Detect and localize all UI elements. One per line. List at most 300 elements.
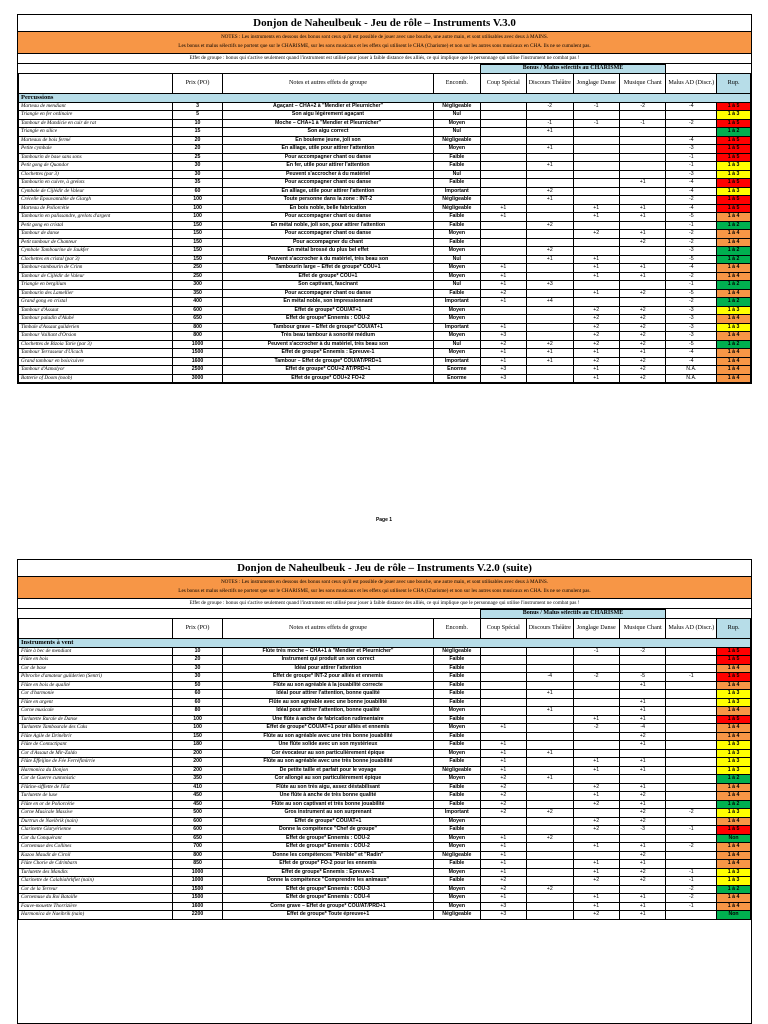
bonus-discours — [527, 136, 573, 145]
encumbrance: Nul — [434, 111, 480, 120]
table-row — [19, 817, 751, 826]
malus-ad — [666, 741, 717, 750]
bonus-jonglage — [573, 153, 619, 162]
bonus-discours: +1 — [527, 196, 573, 205]
bonus-musique — [619, 255, 665, 264]
bonus-jonglage — [573, 238, 619, 247]
price: 60 — [173, 690, 223, 699]
encumbrance: Négligeable — [434, 647, 480, 656]
bonus-coup-special: +2 — [480, 809, 526, 818]
group-effect: Instrument qui produit un son correct — [222, 656, 433, 665]
bonus-musique: +1 — [619, 800, 665, 809]
encumbrance: Moyen — [434, 817, 480, 826]
header-notes: Notes et autres effets de groupe — [222, 73, 433, 93]
table-row — [19, 162, 751, 171]
encumbrance: Faible — [434, 162, 480, 171]
rupture: 1 à 4 — [717, 272, 751, 281]
encumbrance: Moyen — [434, 885, 480, 894]
bonus-jonglage: +2 — [573, 332, 619, 341]
group-effect: En métal noble, joli son, pour attirer l'attention — [222, 221, 433, 230]
encumbrance: Moyen — [434, 775, 480, 784]
bonus-coup-special: +2 — [480, 289, 526, 298]
encumbrance: Nul — [434, 170, 480, 179]
group-effect: Très beau tambour à sonorité médium — [222, 332, 433, 341]
rupture: 1 à 2 — [717, 221, 751, 230]
bonus-coup-special — [480, 707, 526, 716]
malus-ad: -1 — [666, 877, 717, 886]
bonus-jonglage: +1 — [573, 792, 619, 801]
bonus-musique: +1 — [619, 860, 665, 869]
header-name — [19, 618, 173, 638]
bonus-musique: -5 — [619, 673, 665, 682]
table-row — [19, 707, 751, 716]
bonus-coup-special: +1 — [480, 323, 526, 332]
instruments-table — [18, 609, 751, 920]
malus-ad: -2 — [666, 272, 717, 281]
rupture: 1 à 2 — [717, 128, 751, 137]
group-effect: Idéal pour attirer l'attention, bonne qualité — [222, 707, 433, 716]
bonus-jonglage — [573, 128, 619, 137]
bonus-jonglage: +1 — [573, 902, 619, 911]
group-effect: Une flûte à anche de fabrication rudimentaire — [222, 715, 433, 724]
encumbrance: Faible — [434, 826, 480, 835]
bonus-coup-special: +1 — [480, 758, 526, 767]
bonus-coup-special — [480, 698, 526, 707]
bonus-coup-special: +1 — [480, 724, 526, 733]
bonus-discours — [527, 238, 573, 247]
bonus-jonglage — [573, 775, 619, 784]
rupture: 1 à 3 — [717, 877, 751, 886]
malus-ad: -3 — [666, 170, 717, 179]
bonus-coup-special — [480, 826, 526, 835]
group-effect: Effet de groupe* INT-2 pour alliés et ennemis — [222, 673, 433, 682]
malus-ad: -2 — [666, 230, 717, 239]
group-effect: Flûte au son captivant et très bonne jouabilité — [222, 800, 433, 809]
table-row — [19, 136, 751, 145]
group-effect: En métal noble, son impressionnant — [222, 298, 433, 307]
price: 250 — [173, 264, 223, 273]
price: 1500 — [173, 349, 223, 358]
group-effect: Effet de groupe* Ennemis : COU-4 — [222, 894, 433, 903]
bonus-musique: +1 — [619, 179, 665, 188]
table-row — [19, 877, 751, 886]
bonus-coup-special — [480, 647, 526, 656]
rupture: 1 à 2 — [717, 281, 751, 290]
bonus-jonglage: +1 — [573, 255, 619, 264]
price: 2500 — [173, 366, 223, 375]
encumbrance: Énorme — [434, 374, 480, 383]
malus-ad: -4 — [666, 264, 717, 273]
bonus-coup-special: +2 — [480, 792, 526, 801]
table-row — [19, 851, 751, 860]
bonus-musique: +2 — [619, 877, 665, 886]
table-row — [19, 332, 751, 341]
malus-ad: -2 — [666, 894, 717, 903]
group-effect: Effet de groupe* Toute épreuve+1 — [222, 911, 433, 920]
encumbrance: Moyen — [434, 349, 480, 358]
spacer — [19, 65, 481, 74]
bonus-jonglage — [573, 834, 619, 843]
instrument-name: Turlutette de luxe — [19, 792, 173, 801]
table-row — [19, 128, 751, 137]
header-rupture: Rup. — [717, 73, 751, 93]
rupture: 1 à 4 — [717, 374, 751, 383]
bonus-jonglage — [573, 749, 619, 758]
rupture: 1 à 3 — [717, 323, 751, 332]
bonus-coup-special: +2 — [480, 877, 526, 886]
bonus-coup-special: +1 — [480, 860, 526, 869]
encumbrance: Négligeable — [434, 136, 480, 145]
bonus-jonglage: +1 — [573, 349, 619, 358]
malus-ad: -2 — [666, 843, 717, 852]
table-row — [19, 868, 751, 877]
bonus-musique — [619, 145, 665, 154]
encumbrance: Nul — [434, 340, 480, 349]
price: 700 — [173, 843, 223, 852]
instrument-name: Flûte à bec de mendiant — [19, 647, 173, 656]
bonus-jonglage — [573, 698, 619, 707]
bonus-musique: +2 — [619, 374, 665, 383]
bonus-coup-special — [480, 221, 526, 230]
group-effect: Une flûte solide avec un son mystérieux — [222, 741, 433, 750]
group-effect: En alliage, utile pour attirer l'attention — [222, 145, 433, 154]
encumbrance: Moyen — [434, 315, 480, 324]
instrument-name: Tambourin des Lamellier — [19, 289, 173, 298]
instrument-name: Grand tambour en bois/cuivre — [19, 357, 173, 366]
group-effect: Effet de groupe* Ennemis : Épreuve-1 — [222, 868, 433, 877]
rupture: 1 à 5 — [717, 204, 751, 213]
bonus-discours — [527, 843, 573, 852]
bonus-coup-special: +2 — [480, 775, 526, 784]
bonus-discours: +2 — [527, 187, 573, 196]
notes-banner — [18, 577, 751, 599]
price: 100 — [173, 204, 223, 213]
bonus-jonglage: +1 — [573, 860, 619, 869]
malus-ad: -3 — [666, 332, 717, 341]
bonus-discours — [527, 681, 573, 690]
malus-ad: -4 — [666, 179, 717, 188]
bonus-jonglage — [573, 741, 619, 750]
bonus-coup-special: +1 — [480, 281, 526, 290]
bonus-musique — [619, 196, 665, 205]
notes-line-1: NOTES : Les instruments en dessous des bonus sont ceux qu'il est possible de jouer avec une bouche, une autre main, et sont utilisables avec deux à MAINS. — [220, 579, 549, 585]
bonus-jonglage: +1 — [573, 766, 619, 775]
bonus-jonglage — [573, 656, 619, 665]
encumbrance: Moyen — [434, 843, 480, 852]
bonus-discours — [527, 366, 573, 375]
notes-line-2: Les bonus et malus sélectifs ne portent que sur le CHARISME, sur les sons musicaux et les effets qui utilisent le CHA (Charisme) et non sur les autres sons musicaux en CHA. Ils ne se cumulent pas. — [178, 588, 591, 594]
header-jonglage: Jonglage Danse — [573, 73, 619, 93]
encumbrance: Faible — [434, 690, 480, 699]
bonus-discours — [527, 766, 573, 775]
malus-ad — [666, 111, 717, 120]
rupture: 1 à 3 — [717, 111, 751, 120]
bonus-musique: +1 — [619, 204, 665, 213]
bonus-jonglage: -1 — [573, 119, 619, 128]
malus-ad — [666, 128, 717, 137]
instrument-name: Crécelle Épouvantable de Glargh — [19, 196, 173, 205]
bonus-discours — [527, 817, 573, 826]
table-row — [19, 281, 751, 290]
price: 600 — [173, 306, 223, 315]
section-title: Instruments à vent — [19, 638, 751, 647]
bonus-discours — [527, 826, 573, 835]
instrument-name: Corne musicale — [19, 707, 173, 716]
table-row — [19, 681, 751, 690]
rupture: 1 à 5 — [717, 715, 751, 724]
encumbrance: Faible — [434, 673, 480, 682]
bonus-coup-special — [480, 187, 526, 196]
group-effect: En bouleme jeune, joli son — [222, 136, 433, 145]
sheet-title: Donjon de Naheulbeuk - Jeu de rôle – Instruments V.3.0 — [18, 15, 751, 32]
instrument-name: Petit tambour de Chanteur — [19, 238, 173, 247]
malus-ad — [666, 817, 717, 826]
price: 410 — [173, 783, 223, 792]
table-row — [19, 911, 751, 920]
bonus-coup-special: +1 — [480, 213, 526, 222]
group-effect: Donne la compétence "Comprendre les animaux" — [222, 877, 433, 886]
bonus-coup-special — [480, 128, 526, 137]
bonus-coup-special: +3 — [480, 902, 526, 911]
table-row — [19, 826, 751, 835]
bonus-coup-special — [480, 153, 526, 162]
group-effect: Son aigu légèrement agaçant — [222, 111, 433, 120]
spacer — [19, 610, 481, 619]
bonus-jonglage: -1 — [573, 102, 619, 111]
rupture: 1 à 3 — [717, 766, 751, 775]
bonus-musique: +2 — [619, 792, 665, 801]
table-row — [19, 741, 751, 750]
bonus-coup-special: +1 — [480, 272, 526, 281]
encumbrance: Moyen — [434, 332, 480, 341]
bonus-coup-special — [480, 196, 526, 205]
bonus-discours — [527, 170, 573, 179]
table-row — [19, 366, 751, 375]
rupture: 1 à 4 — [717, 264, 751, 273]
price: 1000 — [173, 868, 223, 877]
malus-ad: -2 — [666, 196, 717, 205]
rupture: 1 à 5 — [717, 826, 751, 835]
header-malus-ad: Malus AD (Discr.) — [666, 618, 717, 638]
bonus-musique — [619, 136, 665, 145]
rupture: 1 à 2 — [717, 775, 751, 784]
header-notes: Notes et autres effets de groupe — [222, 618, 433, 638]
malus-ad — [666, 749, 717, 758]
encumbrance: Nul — [434, 128, 480, 137]
instrument-name: Tambour paladin d'Alubé — [19, 315, 173, 324]
group-effect: Pour accompagner chant ou danse — [222, 153, 433, 162]
encumbrance: Important — [434, 187, 480, 196]
bonus-jonglage: +1 — [573, 264, 619, 273]
bonus-coup-special: +1 — [480, 851, 526, 860]
group-effect: Effet de groupe* Ennemis : COU-3 — [222, 885, 433, 894]
rupture: 1 à 5 — [717, 119, 751, 128]
bonus-jonglage — [573, 162, 619, 171]
bonus-discours — [527, 656, 573, 665]
price: 1600 — [173, 902, 223, 911]
bonus-coup-special: +2 — [480, 885, 526, 894]
malus-ad — [666, 783, 717, 792]
rupture: 1 à 5 — [717, 673, 751, 682]
instrument-name: Turlutette Tambourale des Caks — [19, 724, 173, 733]
bonus-coup-special — [480, 673, 526, 682]
bonus-musique: +1 — [619, 264, 665, 273]
price: 450 — [173, 800, 223, 809]
bonus-musique: -4 — [619, 724, 665, 733]
group-effect: Peuvent s'accrocher à du matériel — [222, 170, 433, 179]
rupture: 1 à 2 — [717, 298, 751, 307]
price: 400 — [173, 298, 223, 307]
rupture: 1 à 4 — [717, 664, 751, 673]
price: 100 — [173, 724, 223, 733]
rupture: 1 à 4 — [717, 724, 751, 733]
bonus-coup-special — [480, 102, 526, 111]
bonus-jonglage: +1 — [573, 213, 619, 222]
group-effect: Flûte au son agréable avec une très bonne jouabilité — [222, 732, 433, 741]
price: 10 — [173, 647, 223, 656]
rupture: 1 à 5 — [717, 145, 751, 154]
encumbrance: Moyen — [434, 119, 480, 128]
instrument-name: Flûte Agile de Drinébrir — [19, 732, 173, 741]
notes-line-1: NOTES : Les instruments en dessous des bonus sont ceux qu'il est possible de jouer avec une bouche, une autre main, et sont utilisables avec deux à MAINS. — [220, 34, 549, 40]
bonus-musique: +1 — [619, 894, 665, 903]
table-row — [19, 340, 751, 349]
price: 450 — [173, 792, 223, 801]
table-row — [19, 698, 751, 707]
bonus-musique: +2 — [619, 809, 665, 818]
bonus-discours — [527, 724, 573, 733]
bonus-musique: +1 — [619, 681, 665, 690]
encumbrance: Faible — [434, 681, 480, 690]
bonus-musique — [619, 111, 665, 120]
bonus-musique: +2 — [619, 868, 665, 877]
rupture: 1 à 5 — [717, 196, 751, 205]
malus-ad: -1 — [666, 868, 717, 877]
bonus-jonglage: +1 — [573, 868, 619, 877]
bonus-discours — [527, 868, 573, 877]
price: 800 — [173, 323, 223, 332]
instrument-name: Tambour de danse — [19, 230, 173, 239]
rupture: 1 à 3 — [717, 170, 751, 179]
rupture: Non — [717, 834, 751, 843]
rupture: 1 à 2 — [717, 247, 751, 256]
encumbrance: Moyen — [434, 230, 480, 239]
header-rupture: Rup. — [717, 618, 751, 638]
price: 150 — [173, 255, 223, 264]
group-effect: Effet de groupe* COU/AT+1 — [222, 306, 433, 315]
bonus-discours: +2 — [527, 809, 573, 818]
bonus-musique: +1 — [619, 741, 665, 750]
instrument-name: Batterie of Doom (noob) — [19, 374, 173, 383]
bonus-jonglage — [573, 247, 619, 256]
bonus-coup-special — [480, 690, 526, 699]
encumbrance: Moyen — [434, 145, 480, 154]
rows-body — [19, 647, 751, 919]
encumbrance: Important — [434, 298, 480, 307]
group-effect: Idéal pour attirer l'attention — [222, 664, 433, 673]
rupture: 1 à 3 — [717, 809, 751, 818]
bonus-coup-special — [480, 817, 526, 826]
bonus-jonglage: -2 — [573, 724, 619, 733]
rupture: 1 à 4 — [717, 230, 751, 239]
bonus-discours — [527, 894, 573, 903]
bonus-jonglage: +1 — [573, 715, 619, 724]
instruments-sheet-percussions — [17, 14, 752, 384]
bonus-coup-special: +1 — [480, 834, 526, 843]
spacer — [666, 65, 751, 74]
bonus-coup-special — [480, 681, 526, 690]
table-row — [19, 264, 751, 273]
instrument-name: Corne Musicale Massive — [19, 809, 173, 818]
malus-ad — [666, 775, 717, 784]
table-row — [19, 230, 751, 239]
rupture: 1 à 4 — [717, 902, 751, 911]
group-effect: Donne les compétences "Pénible" et "Radin" — [222, 851, 433, 860]
table-row — [19, 843, 751, 852]
table-row — [19, 775, 751, 784]
bonus-coup-special: +1 — [480, 843, 526, 852]
price: 30 — [173, 664, 223, 673]
rupture: 1 à 5 — [717, 153, 751, 162]
encumbrance: Important — [434, 809, 480, 818]
malus-ad: -4 — [666, 187, 717, 196]
instrument-name: Flûtine-sifflette de l'Est — [19, 783, 173, 792]
table-row — [19, 111, 751, 120]
header-name — [19, 73, 173, 93]
bonus-coup-special: +1 — [480, 894, 526, 903]
malus-ad — [666, 792, 717, 801]
table-row — [19, 238, 751, 247]
bonus-jonglage: +2 — [573, 306, 619, 315]
bonus-coup-special — [480, 247, 526, 256]
bonus-discours: +2 — [527, 221, 573, 230]
bonus-coup-special — [480, 230, 526, 239]
group-effect: Corne grave – Effet de groupe* COU/AT/PRD+1 — [222, 902, 433, 911]
bonus-musique: +2 — [619, 851, 665, 860]
bonus-jonglage: +2 — [573, 783, 619, 792]
bonus-jonglage — [573, 681, 619, 690]
table-row — [19, 102, 751, 111]
rupture: 1 à 4 — [717, 289, 751, 298]
bonus-musique: +2 — [619, 357, 665, 366]
group-effect: Effet de groupe* COU+2 FO+2 — [222, 374, 433, 383]
bonus-discours: -2 — [527, 102, 573, 111]
bonus-musique — [619, 690, 665, 699]
bonus-discours — [527, 289, 573, 298]
sheet-title: Donjon de Naheulbeuk - Jeu de rôle – Instruments V.2.0 (suite) — [18, 560, 751, 577]
notes-banner — [18, 32, 751, 54]
encumbrance: Faible — [434, 877, 480, 886]
malus-ad — [666, 715, 717, 724]
price: 650 — [173, 834, 223, 843]
table-row — [19, 349, 751, 358]
bonus-discours: +1 — [527, 162, 573, 171]
table-row — [19, 885, 751, 894]
price: 200 — [173, 758, 223, 767]
bonus-coup-special — [480, 119, 526, 128]
bonus-coup-special: +1 — [480, 349, 526, 358]
bonus-musique: +1 — [619, 911, 665, 920]
bonus-discours: +2 — [527, 247, 573, 256]
bonus-discours — [527, 332, 573, 341]
malus-ad: -5 — [666, 340, 717, 349]
malus-ad: -1 — [666, 673, 717, 682]
table-row — [19, 809, 751, 818]
table-row — [19, 894, 751, 903]
bonus-discours: -1 — [527, 119, 573, 128]
malus-ad: N.A. — [666, 366, 717, 375]
encumbrance: Négligeable — [434, 851, 480, 860]
